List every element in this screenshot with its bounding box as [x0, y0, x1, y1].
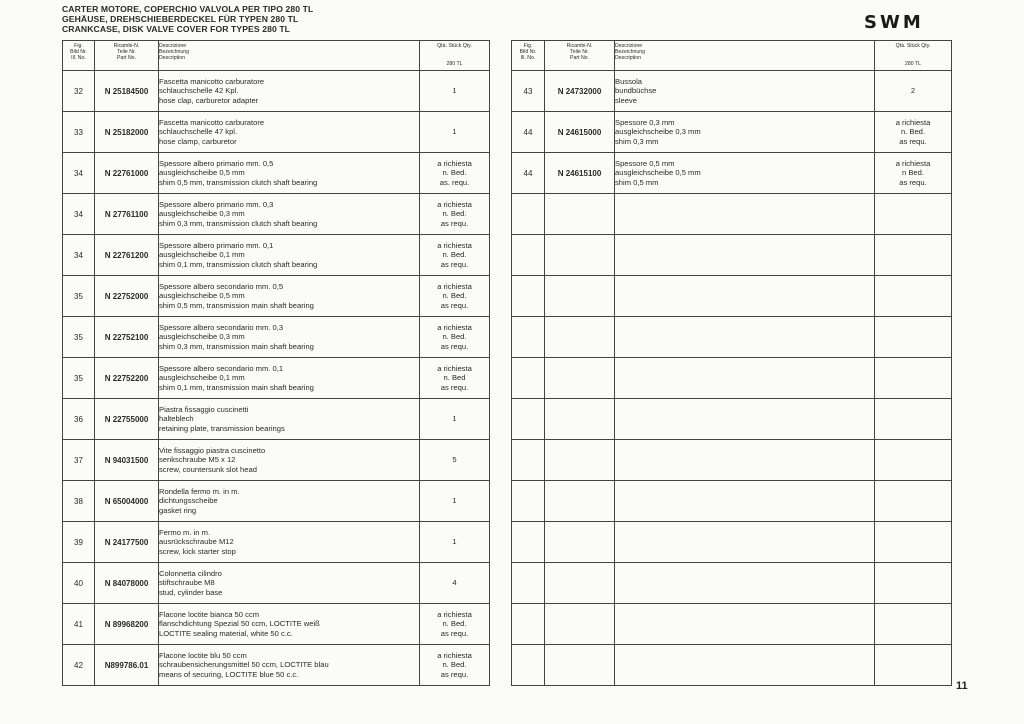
description — [159, 276, 420, 317]
empty-cell — [545, 563, 615, 604]
quantity — [420, 440, 490, 481]
quantity-line: a richiesta — [437, 650, 472, 660]
description-line: bundbüchse — [615, 86, 657, 96]
empty-cell — [615, 194, 875, 235]
table-row — [63, 276, 490, 317]
table-row — [63, 481, 490, 522]
page-title — [62, 4, 313, 34]
quantity-line: 1 — [452, 127, 457, 137]
description-line: means of securing, LOCTITE blue 50 c.c. — [159, 669, 299, 679]
table-row — [63, 563, 490, 604]
description — [159, 604, 420, 645]
column-header-part-no: Ricambi-N. Teile Nr. Part No. — [545, 41, 615, 71]
empty-cell — [615, 399, 875, 440]
column-header-description: Descrizione Bezeichnung Description — [159, 41, 420, 71]
quantity-line: as requ. — [440, 259, 469, 269]
description — [615, 112, 875, 153]
fig-number: 40 — [63, 563, 95, 604]
empty-table-row — [512, 481, 952, 522]
empty-cell — [545, 194, 615, 235]
description — [159, 194, 420, 235]
empty-cell — [545, 399, 615, 440]
column-header-part-no: Ricambi-N. Teile Nr. Part No. — [95, 41, 159, 71]
empty-cell — [875, 276, 952, 317]
part-number: N 65004000 — [95, 481, 159, 522]
description-line: schraubensicherungsmittel 50 ccm, LOCTITE blau — [159, 660, 329, 670]
quantity-line: a richiesta — [437, 240, 472, 250]
empty-table-row — [512, 235, 952, 276]
quantity — [875, 153, 952, 194]
column-header-quantity: Qtà. Stück Qty. 280 TL — [875, 41, 952, 71]
empty-cell — [875, 440, 952, 481]
description-line: Rondella fermo m. in m. — [159, 486, 240, 496]
description-line: ausgleichscheibe 0,5 mm — [615, 168, 701, 178]
description-line: screw, kick starter stop — [159, 546, 236, 556]
empty-cell — [615, 522, 875, 563]
description — [159, 440, 420, 481]
empty-cell — [875, 604, 952, 645]
quantity-line: a richiesta — [437, 322, 472, 332]
description-line: Fascetta manicotto carburatore — [159, 117, 265, 127]
quantity-line: as requ. — [440, 341, 469, 351]
table-row — [63, 235, 490, 276]
empty-cell — [545, 481, 615, 522]
table-row — [63, 194, 490, 235]
fig-number: 35 — [63, 276, 95, 317]
description-line: Fascetta manicotto carburatore — [159, 76, 265, 86]
description-line: dichtungsscheibe — [159, 496, 218, 506]
empty-cell — [545, 522, 615, 563]
table-row — [63, 645, 490, 686]
empty-cell — [512, 399, 545, 440]
empty-cell — [545, 645, 615, 686]
description-line: ausgleichscheibe 0,5 mm — [159, 168, 245, 178]
column-header-fig: Fig. Bild Nr. Ill. No. — [63, 41, 95, 71]
fig-number: 34 — [63, 235, 95, 276]
part-number: N 89968200 — [95, 604, 159, 645]
empty-cell — [545, 604, 615, 645]
quantity-line: 1 — [452, 414, 457, 424]
quantity — [420, 112, 490, 153]
description-line: hose clap, carburetor adapter — [159, 95, 259, 105]
description-line: Spessore albero secondario mm. 0,1 — [159, 363, 284, 373]
description-line: shim 0,5 mm, transmission main shaft bearing — [159, 300, 314, 310]
part-number: N 94031500 — [95, 440, 159, 481]
description-line: Spessore 0,5 mm — [615, 158, 675, 168]
empty-table-row — [512, 645, 952, 686]
empty-cell — [512, 563, 545, 604]
empty-cell — [545, 235, 615, 276]
description-line: shim 0,3 mm — [615, 136, 659, 146]
quantity-line: as. requ. — [439, 177, 470, 187]
description-line: shim 0,1 mm, transmission main shaft bearing — [159, 382, 314, 392]
description — [159, 71, 420, 112]
quantity-line: 2 — [910, 86, 916, 96]
column-header-description: Descrizione Bezeichnung Description — [615, 41, 875, 71]
quantity — [420, 563, 490, 604]
empty-cell — [615, 481, 875, 522]
table-row — [512, 112, 952, 153]
fig-number: 36 — [63, 399, 95, 440]
fig-number: 44 — [512, 112, 545, 153]
title-line-de: GEHÄUSE, DREHSCHIEBERDECKEL FÜR TYPEN 280 TL — [62, 14, 299, 24]
part-number: N 25182000 — [95, 112, 159, 153]
quantity-line: 5 — [452, 455, 457, 465]
description-line: gasket ring — [159, 505, 197, 515]
quantity-line: as requ. — [440, 628, 469, 638]
part-number: N 27761100 — [95, 194, 159, 235]
quantity-line: n. Bed. — [442, 332, 467, 342]
fig-number: 44 — [512, 153, 545, 194]
quantity — [420, 153, 490, 194]
quantity-line: n. Bed. — [442, 619, 467, 629]
column-header-fig: Fig. Bild Nr. Ill. No. — [512, 41, 545, 71]
quantity — [420, 194, 490, 235]
quantity — [875, 71, 952, 112]
description-line: Bussola — [615, 76, 643, 86]
table-row — [63, 112, 490, 153]
table-header — [63, 41, 490, 71]
description-line: shim 0,5 mm — [615, 177, 659, 187]
quantity — [420, 481, 490, 522]
table-row — [512, 71, 952, 112]
empty-table-row — [512, 522, 952, 563]
empty-cell — [875, 358, 952, 399]
fig-number: 35 — [63, 358, 95, 399]
parts-table-right — [511, 40, 952, 686]
brand-logo: SWM — [864, 12, 924, 33]
description-line: ausrückschraube M12 — [159, 537, 234, 547]
description-line: ausgleichscheibe 0,1 mm — [159, 373, 245, 383]
empty-cell — [875, 481, 952, 522]
description-line: Vite fissaggio piastra cuscinetto — [159, 445, 266, 455]
empty-cell — [512, 317, 545, 358]
quantity — [420, 71, 490, 112]
empty-cell — [615, 440, 875, 481]
quantity — [420, 276, 490, 317]
table-row — [63, 71, 490, 112]
empty-cell — [512, 481, 545, 522]
description-line: Flacone loctite bianca 50 ccm — [159, 609, 260, 619]
quantity-line: n. Bed. — [900, 127, 926, 137]
description — [615, 153, 875, 194]
description-line: flanschdichtung Spezial 50 ccm, LOCTITE weiß — [159, 619, 320, 629]
table-row — [63, 440, 490, 481]
description — [159, 358, 420, 399]
table-body — [512, 71, 952, 686]
table-row — [63, 399, 490, 440]
description-line: shim 0,5 mm, transmission clutch shaft bearing — [159, 177, 318, 187]
description-line: Piastra fissaggio cuscinetti — [159, 404, 249, 414]
description — [159, 235, 420, 276]
description-line: LOCTITE sealing material, white 50 c.c. — [159, 628, 293, 638]
quantity — [420, 522, 490, 563]
description — [615, 71, 875, 112]
quantity-line: n Bed. — [902, 168, 924, 178]
parts-table-left — [62, 40, 490, 686]
empty-cell — [512, 194, 545, 235]
description-line: Spessore albero primario mm. 0,5 — [159, 158, 274, 168]
empty-cell — [545, 276, 615, 317]
table-row — [63, 317, 490, 358]
empty-cell — [512, 276, 545, 317]
description-line: ausgleichscheibe 0,3 mm — [159, 209, 245, 219]
page-number: 11 — [956, 680, 968, 692]
title-line-it: CARTER MOTORE, COPERCHIO VALVOLA PER TIPO 280 TL — [62, 4, 314, 14]
description — [159, 399, 420, 440]
part-number: N899786.01 — [95, 645, 159, 686]
description — [159, 481, 420, 522]
column-header-quantity: Qtà. Stück Qty. 280 TL — [420, 41, 490, 71]
part-number: N 22752000 — [95, 276, 159, 317]
description-line: ausgleichscheibe 0,3 mm — [615, 127, 701, 137]
empty-table-row — [512, 276, 952, 317]
description — [159, 153, 420, 194]
description — [159, 522, 420, 563]
empty-cell — [875, 317, 952, 358]
description-line: stud, cylinder base — [159, 587, 223, 597]
part-number: N 24732000 — [545, 71, 615, 112]
quantity-line: 1 — [452, 537, 457, 547]
empty-cell — [512, 645, 545, 686]
quantity-line: as requ. — [440, 300, 469, 310]
description — [159, 563, 420, 604]
fig-number: 41 — [63, 604, 95, 645]
description — [159, 112, 420, 153]
quantity-line: a richiesta — [437, 609, 472, 619]
quantity-line: n. Bed. — [442, 291, 467, 301]
empty-cell — [615, 317, 875, 358]
description-line: schlauchschelle 47 kpl. — [159, 127, 238, 137]
description-line: halteblech — [159, 414, 194, 424]
description-line: Flacone loctite blu 50 ccm — [159, 650, 247, 660]
empty-cell — [512, 522, 545, 563]
table-row — [63, 522, 490, 563]
fig-number: 33 — [63, 112, 95, 153]
quantity — [420, 235, 490, 276]
description-line: schlauchschelle 42 Kpl. — [159, 86, 239, 96]
part-number: N 22752200 — [95, 358, 159, 399]
empty-cell — [875, 194, 952, 235]
part-number: N 22752100 — [95, 317, 159, 358]
description-line: hose clamp, carburetor — [159, 136, 237, 146]
quantity-line: a richiesta — [895, 117, 931, 127]
empty-cell — [512, 358, 545, 399]
quantity — [420, 358, 490, 399]
quantity — [420, 645, 490, 686]
part-number: N 25184500 — [95, 71, 159, 112]
part-number: N 22761200 — [95, 235, 159, 276]
fig-number: 42 — [63, 645, 95, 686]
table-header — [512, 41, 952, 71]
table-body — [63, 71, 490, 686]
table-row — [63, 604, 490, 645]
quantity-line: 4 — [452, 578, 457, 588]
empty-table-row — [512, 358, 952, 399]
description-line: retaining plate, transmission bearings — [159, 423, 285, 433]
empty-table-row — [512, 604, 952, 645]
empty-cell — [512, 235, 545, 276]
description-line: screw, countersunk slot head — [159, 464, 257, 474]
fig-number: 35 — [63, 317, 95, 358]
description-line: Spessore albero secondario mm. 0,3 — [159, 322, 284, 332]
quantity-line: as requ. — [440, 218, 469, 228]
description-line: stiftschraube M8 — [159, 578, 215, 588]
description-line: ausgleichscheibe 0,3 mm — [159, 332, 245, 342]
description-line: Fermo m. in m. — [159, 527, 211, 537]
part-number: N 24177500 — [95, 522, 159, 563]
description-line: senkschraube M5 x 12 — [159, 455, 236, 465]
quantity-line: a richiesta — [895, 158, 931, 168]
empty-table-row — [512, 194, 952, 235]
empty-cell — [512, 440, 545, 481]
empty-cell — [875, 399, 952, 440]
description-line: ausgleichscheibe 0,1 mm — [159, 250, 245, 260]
part-number: N 24615100 — [545, 153, 615, 194]
empty-table-row — [512, 317, 952, 358]
quantity-line: n. Bed. — [442, 660, 467, 670]
empty-cell — [615, 645, 875, 686]
title-line-en: CRANKCASE, DISK VALVE COVER FOR TYPES 280 TL — [62, 24, 291, 34]
empty-table-row — [512, 563, 952, 604]
quantity-line: a richiesta — [437, 199, 472, 209]
table-row — [512, 153, 952, 194]
description-line: Spessore albero secondario mm. 0,5 — [159, 281, 284, 291]
empty-cell — [875, 522, 952, 563]
quantity — [875, 112, 952, 153]
empty-cell — [615, 563, 875, 604]
quantity-line: as requ. — [440, 382, 469, 392]
table-row — [63, 358, 490, 399]
description-line: Spessore 0,3 mm — [615, 117, 675, 127]
part-number: N 84078000 — [95, 563, 159, 604]
empty-cell — [615, 235, 875, 276]
quantity-line: a richiesta — [437, 281, 472, 291]
empty-cell — [545, 440, 615, 481]
description-line: ausgleichscheibe 0,5 mm — [159, 291, 245, 301]
quantity-line: n. Bed. — [442, 168, 467, 178]
table-row — [63, 153, 490, 194]
fig-number: 34 — [63, 153, 95, 194]
quantity-line: a richiesta — [437, 363, 472, 373]
quantity — [420, 399, 490, 440]
empty-cell — [615, 276, 875, 317]
empty-cell — [875, 563, 952, 604]
description-line: shim 0,3 mm, transmission clutch shaft bearing — [159, 218, 318, 228]
empty-cell — [875, 645, 952, 686]
description-line: Spessore albero primario mm. 0,3 — [159, 199, 274, 209]
fig-number: 43 — [512, 71, 545, 112]
empty-table-row — [512, 399, 952, 440]
empty-cell — [615, 604, 875, 645]
fig-number: 39 — [63, 522, 95, 563]
part-number: N 22755000 — [95, 399, 159, 440]
empty-cell — [512, 604, 545, 645]
description-line: Colonnetta cilindro — [159, 568, 222, 578]
quantity-line: as requ. — [899, 177, 927, 187]
description-line: shim 0,3 mm, transmission main shaft bearing — [159, 341, 314, 351]
fig-number: 32 — [63, 71, 95, 112]
fig-number: 37 — [63, 440, 95, 481]
fig-number: 38 — [63, 481, 95, 522]
part-number: N 24615000 — [545, 112, 615, 153]
empty-table-row — [512, 440, 952, 481]
part-number: N 22761000 — [95, 153, 159, 194]
quantity-line: 1 — [452, 86, 457, 96]
empty-cell — [545, 358, 615, 399]
empty-cell — [615, 358, 875, 399]
description-line: shim 0,1 mm, transmission clutch shaft bearing — [159, 259, 318, 269]
quantity-line: a richiesta — [437, 158, 472, 168]
quantity-line: as requ. — [899, 136, 927, 146]
quantity-line: as requ. — [440, 669, 469, 679]
quantity-line: n. Bed. — [442, 209, 467, 219]
quantity — [420, 317, 490, 358]
description-line: sleeve — [615, 95, 637, 105]
empty-cell — [875, 235, 952, 276]
description — [159, 317, 420, 358]
quantity-line: n. Bed. — [442, 250, 467, 260]
empty-cell — [545, 317, 615, 358]
quantity-line: 1 — [452, 496, 457, 506]
quantity-line: n. Bed — [443, 373, 466, 383]
description — [159, 645, 420, 686]
quantity — [420, 604, 490, 645]
fig-number: 34 — [63, 194, 95, 235]
description-line: Spessore albero primario mm. 0,1 — [159, 240, 274, 250]
